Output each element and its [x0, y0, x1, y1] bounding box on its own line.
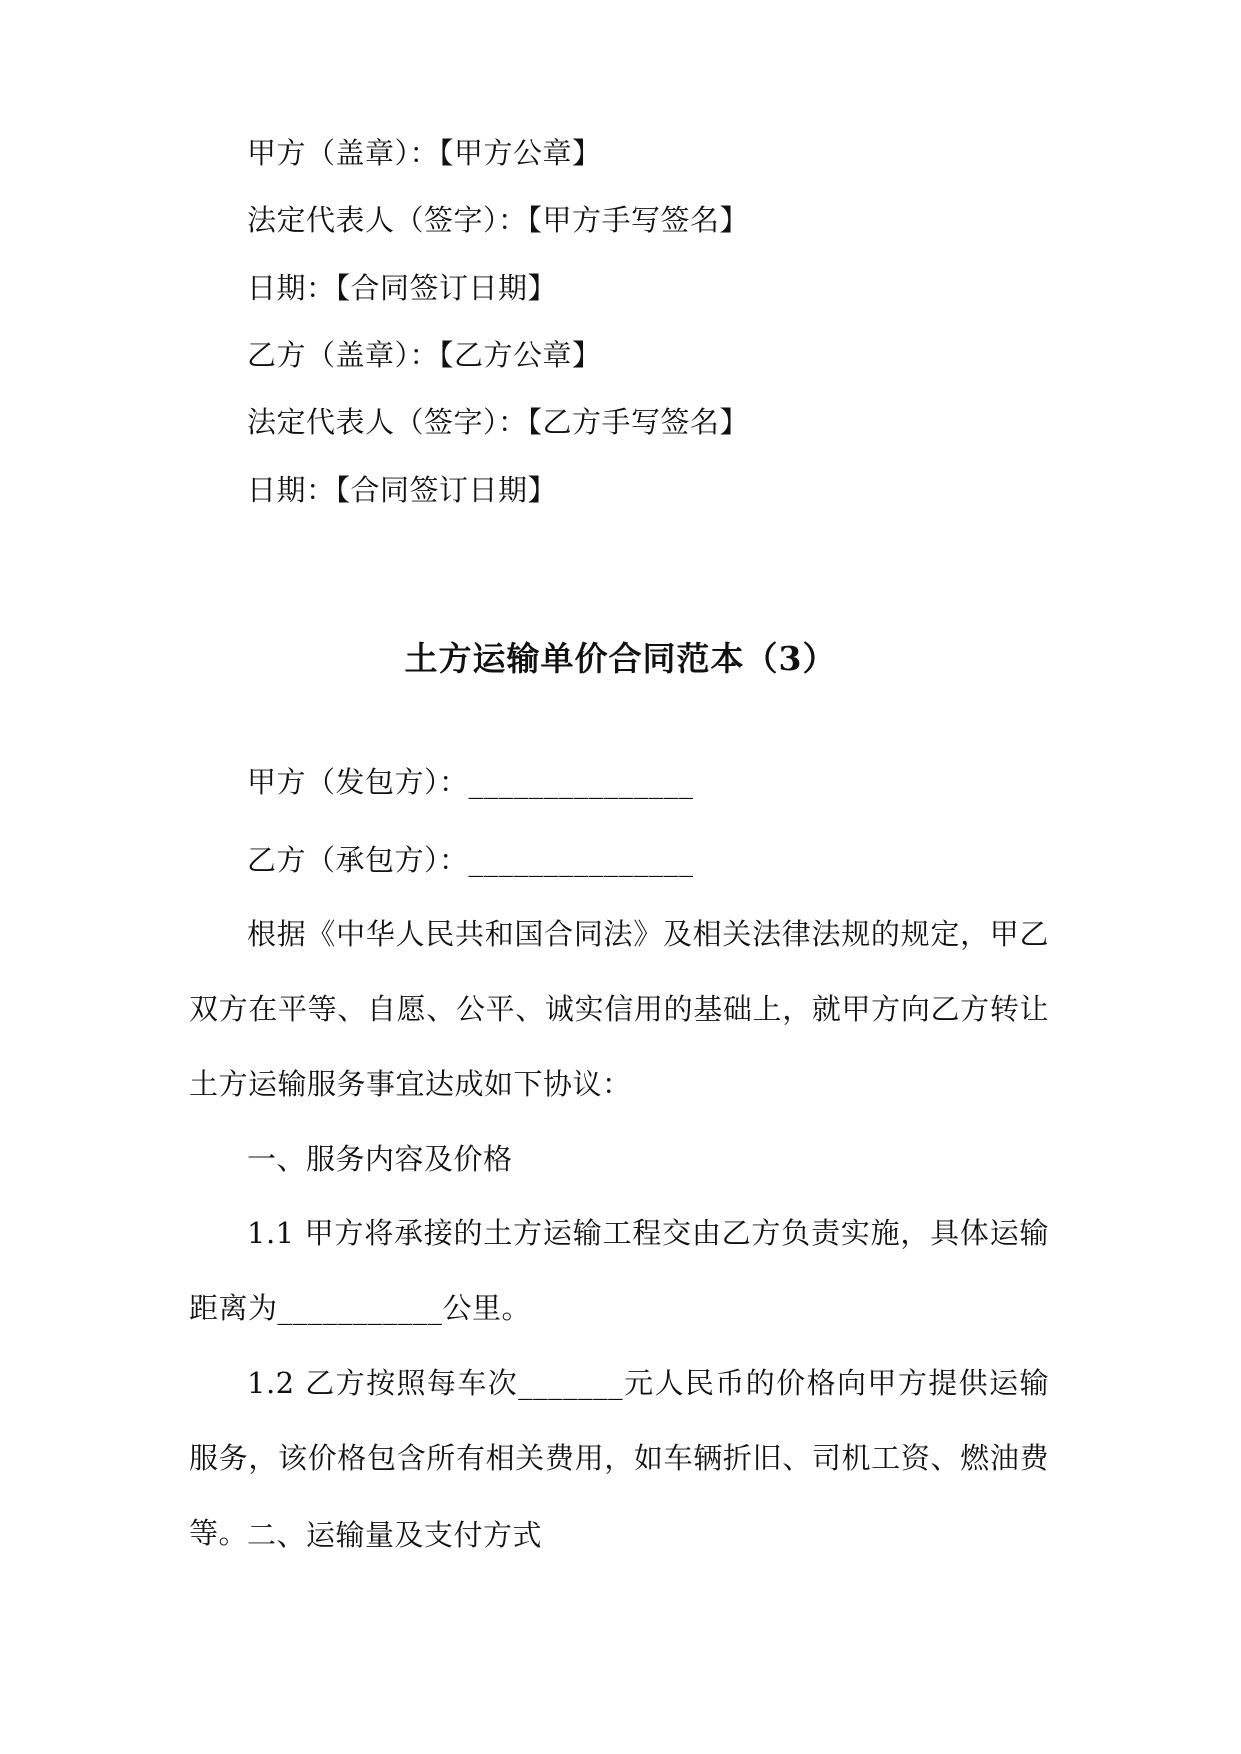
- section-1-heading: 一、服务内容及价格: [247, 1142, 513, 1176]
- party-b-contractor-line: 乙方（承包方）：_______________: [247, 843, 694, 877]
- party-b-seal-line: 乙方（盖章）：【乙方公章】: [247, 338, 602, 372]
- party-a-contractor-line: 甲方（发包方）：_______________: [247, 765, 694, 799]
- party-b-date-line: 日期：【合同签订日期】: [247, 473, 558, 507]
- party-a-representative-line: 法定代表人（签字）：【甲方手写签名】: [247, 203, 750, 237]
- party-a-seal-line: 甲方（盖章）：【甲方公章】: [247, 136, 602, 170]
- party-a-date-line: 日期：【合同签订日期】: [247, 271, 558, 305]
- clause-1-1-paragraph: 1.1 甲方将承接的土方运输工程交由乙方负责实施，具体运输距离为___________公里。: [189, 1216, 1049, 1325]
- section-2-heading: 二、运输量及支付方式: [247, 1518, 543, 1552]
- clause-1-2-paragraph: 1.2 乙方按照每车次_______元人民币的价格向甲方提供运输服务，该价格包含所有相关费用，如车辆折旧、司机工资、燃油费等。: [189, 1366, 1049, 1550]
- preamble-paragraph: 根据《中华人民共和国合同法》及相关法律法规的规定，甲乙双方在平等、自愿、公平、诚实信用的基础上，就甲方向乙方转让土方运输服务事宜达成如下协议：: [189, 917, 1049, 1101]
- document-title: 土方运输单价合同范本（3）: [404, 639, 837, 678]
- party-b-representative-line: 法定代表人（签字）：【乙方手写签名】: [247, 405, 750, 439]
